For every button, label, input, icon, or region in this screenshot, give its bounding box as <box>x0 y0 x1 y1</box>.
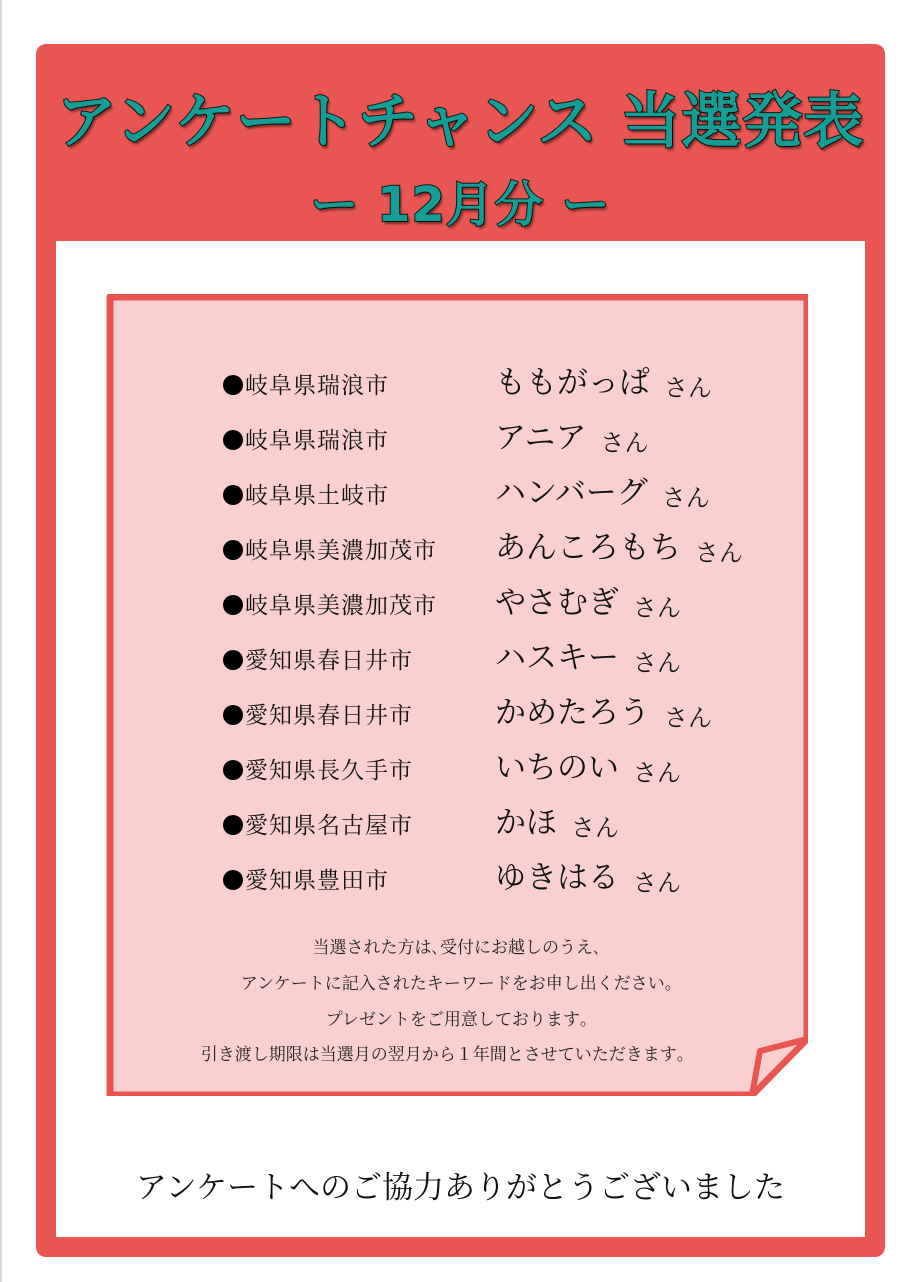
honorific-suffix: さん <box>571 814 619 842</box>
honorific-suffix: さん <box>633 869 681 897</box>
winner-name: やさむぎ <box>495 585 619 621</box>
winner-name-group <box>495 418 648 460</box>
bullet-icon <box>223 870 243 890</box>
winner-area: 岐阜県美濃加茂市 <box>245 593 437 619</box>
honorific-suffix: さん <box>633 649 681 677</box>
honorific-suffix: さん <box>664 374 712 402</box>
winner-name-group <box>495 638 681 680</box>
winner-name-group <box>495 803 619 845</box>
winner-name-group <box>495 858 681 900</box>
winner-name: いちのい <box>495 750 619 786</box>
honorific-suffix: さん <box>695 539 743 567</box>
winner-name-group <box>495 473 710 515</box>
winner-area: 愛知県春日井市 <box>245 703 413 729</box>
winner-name: あんころもち <box>495 530 681 566</box>
winner-area: 愛知県名古屋市 <box>245 813 413 839</box>
bullet-icon <box>223 430 243 450</box>
winner-area: 岐阜県瑞浪市 <box>245 428 389 454</box>
notice-line: 引き渡し期限は当選月の翌月から１年間とさせていただきます｡ <box>200 1045 686 1065</box>
winner-area: 岐阜県美濃加茂市 <box>245 538 437 564</box>
winner-area: 岐阜県瑞浪市 <box>245 373 389 399</box>
honorific-suffix: さん <box>600 429 649 457</box>
bullet-icon <box>223 595 243 615</box>
winner-name-group <box>495 693 712 735</box>
thanks-message: アンケートへのご協力ありがとうございました <box>135 1170 786 1206</box>
bullet-icon <box>223 760 243 780</box>
page-edge-rule <box>0 0 2 1282</box>
winner-name: アニア <box>495 420 587 456</box>
winners-note-card <box>106 294 808 1096</box>
bullet-icon <box>223 485 243 505</box>
bullet-icon <box>223 540 243 560</box>
notice-line: プレゼントをご用意しております｡ <box>325 1010 589 1030</box>
bullet-icon <box>223 705 243 725</box>
page-title: アンケートチャンス 当選発表 <box>56 87 865 157</box>
winner-area: 愛知県豊田市 <box>245 868 389 894</box>
winner-name-group <box>495 583 681 625</box>
winner-name: かほ <box>495 805 557 841</box>
winner-name-group <box>495 748 681 790</box>
notice-line: アンケートに記入されたキーワードをお申し出ください｡ <box>240 974 674 994</box>
winner-name: ゆきはる <box>495 860 619 896</box>
bullet-icon <box>223 815 243 835</box>
winner-name: ももがっぱ <box>495 365 650 401</box>
honorific-suffix: さん <box>661 484 710 512</box>
honorific-suffix: さん <box>633 594 681 622</box>
winner-area: 愛知県長久手市 <box>245 758 413 784</box>
bullet-icon <box>223 375 243 395</box>
winner-name-group <box>495 528 743 570</box>
winner-name-group <box>495 363 712 405</box>
bullet-icon <box>223 650 243 670</box>
winner-area: 愛知県春日井市 <box>245 648 413 674</box>
announcement-poster <box>36 44 885 1257</box>
winner-name: ハスキー <box>495 640 619 676</box>
honorific-suffix: さん <box>664 704 712 732</box>
page-subtitle: ー 12月分 ー <box>310 177 611 233</box>
content-panel <box>56 241 865 1237</box>
winner-name: かめたろう <box>495 695 650 731</box>
notice-line: 当選された方は､受付にお越しのうえ､ <box>312 938 602 958</box>
winner-area: 岐阜県土岐市 <box>245 483 389 509</box>
winner-name: ハンバーグ <box>495 475 648 511</box>
honorific-suffix: さん <box>633 759 681 787</box>
